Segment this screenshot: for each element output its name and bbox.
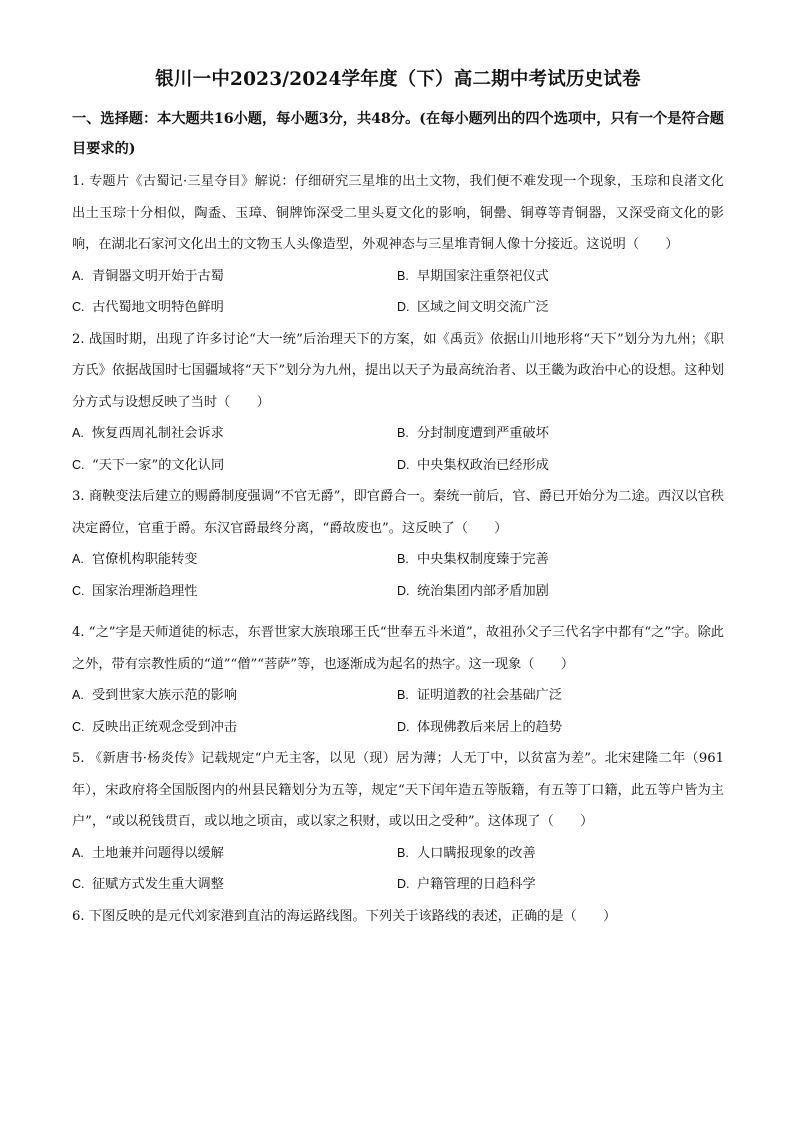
option-grid (72, 418, 724, 481)
option-a: A. 恢复西周礼制社会诉求 (72, 426, 224, 441)
option-c: C. 征赋方式发生重大调整 (72, 877, 224, 892)
spacer (72, 607, 724, 617)
option-a: A. 土地兼并问题得以缓解 (72, 845, 224, 861)
question-stem: 3. 商鞅变法后建立的赐爵制度强调“不官无爵”，即官爵合一。秦统一前后，官、爵已开始分为二途。西汉以官秩决定爵位，官重于爵。东汉官爵最终分离，“爵故废也”。这反映了（ ） (72, 489, 724, 536)
option-b: B. 人口瞒报现象的改善 (397, 845, 536, 861)
question-4 (72, 617, 724, 743)
option-d: D. 统治集团内部矛盾加剧 (397, 583, 549, 599)
option-grid (72, 680, 724, 743)
question-6 (72, 901, 724, 933)
option-grid (72, 261, 724, 324)
option-grid (72, 544, 724, 607)
exam-title: 银川一中2023/2024学年度（下）高二期中考试历史试卷 (155, 69, 641, 90)
question-5 (72, 743, 724, 901)
question-3 (72, 481, 724, 607)
question-stem: 6. 下图反映的是元代刘家港到直沽的海运路线图。下列关于该路线的表述，正确的是（ ） (72, 908, 617, 924)
question-stem: 5. 《新唐书·杨炎传》记载规定“户无主客，以见（现）居为薄；人无丁中，以贫富为差”。北宋建隆二年（961年），宋政府将全国版图内的州县民籍划分为五等，规定“天下闰年造五等版籍，有五等丁口籍，此五等户皆为主户”，“或以税钱贯百，或以地之顷亩，或以家之积财，或以田之受种”。这体现了（ ） (72, 751, 724, 829)
option-grid (72, 838, 724, 901)
option-d: D. 体现佛教后来居上的趋势 (397, 719, 563, 735)
question-stem: 2. 战国时期，出现了许多讨论“大一统”后治理天下的方案，如《禹贡》依据山川地形将“天下”划分为九州；《职方氏》依据战国时七国疆域将“天下”划分为九州，提出以天子为最高统治者、以王畿为政治中心的设想。这种划分方式与设想反映了当时（ ） (72, 331, 724, 410)
option-a: A. 青铜器文明开始于古蜀 (72, 268, 224, 284)
question-2 (72, 324, 724, 482)
option-c: C. 国家治理渐趋理性 (72, 583, 198, 599)
option-a: A. 官僚机构职能转变 (72, 552, 198, 567)
question-stem: 1. 专题片《古蜀记·三星夺目》解说：仔细研究三星堆的出土文物，我们便不难发现一个现象，玉琮和良渚文化出土玉琮十分相似，陶盉、玉璋、铜牌饰深受二里头夏文化的影响，铜罍、铜尊等青铜器，又深受商文化的影响，在湖北石家河文化出土的文物玉人头像造型，外观神态与三星堆青铜人像十分接近。这说明（ ） (72, 174, 724, 252)
option-a: A. 受到世家大族示范的影响 (72, 688, 238, 703)
question-stem: 4. “之”字是天师道徒的标志，东晋世家大族琅琊王氏“世奉五斗米道”，故祖孙父子三代名字中都有“之”字。除此之外，带有宗教性质的“道”“僧”“菩萨”等，也逐渐成为起名的热字。这一现象（ ） (72, 625, 724, 672)
option-b: B. 早期国家注重祭祀仪式 (397, 268, 549, 284)
option-d: D. 中央集权政治已经形成 (397, 457, 549, 473)
option-d: D. 区域之间文明交流广泛 (397, 300, 549, 315)
option-d: D. 户籍管理的日趋科学 (397, 877, 536, 892)
section-heading: 一、选择题：本大题共16小题，每小题3分，共48分。(在每小题列出的四个选项中，只有一个是符合题目要求的) (72, 111, 724, 157)
question-1 (72, 166, 724, 324)
option-b: B. 证明道教的社会基础广泛 (397, 688, 563, 703)
option-c: C. 反映出正统观念受到冲击 (72, 719, 238, 735)
option-b: B. 中央集权制度臻于完善 (397, 552, 549, 567)
option-c: C. “天下一家”的文化认同 (72, 457, 225, 473)
option-c: C. 古代蜀地文明特色鲜明 (72, 300, 224, 315)
option-b: B. 分封制度遭到严重破坏 (397, 426, 549, 441)
